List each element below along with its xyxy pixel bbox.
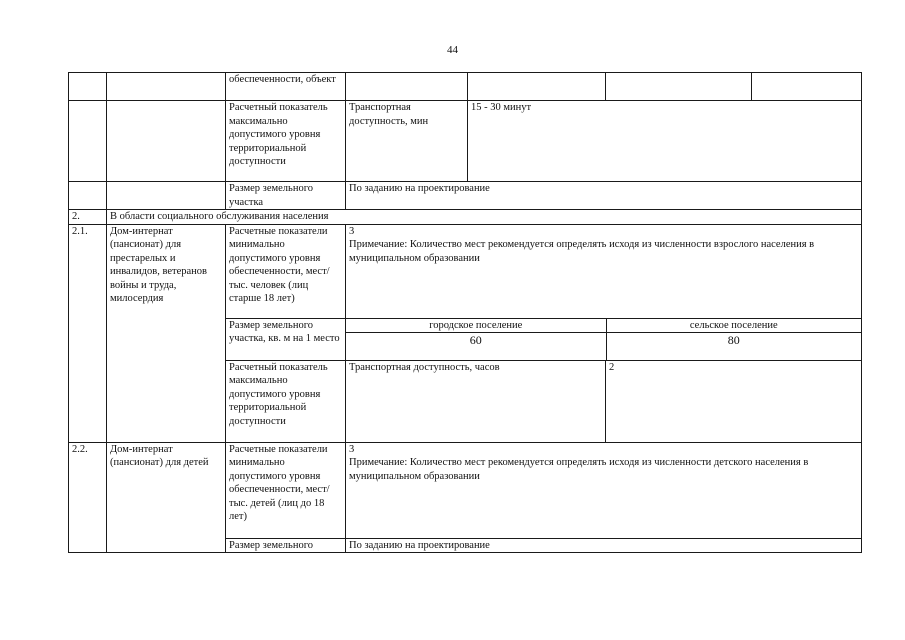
norm-note: Примечание: Количество мест рекомендуется определять исходя из численности взрослого населения в муниципальном образовании xyxy=(349,239,815,264)
cell-indicator: Размер земельного участка, кв. м на 1 место xyxy=(226,318,346,360)
cell-param: Транспортная доступность, часов xyxy=(346,360,606,442)
cell-indicator: Расчетные показатели минимально допустимого уровня обеспеченности, мест/ тыс. человек (лиц старше 18 лет) xyxy=(226,224,346,318)
cell-name xyxy=(107,101,226,182)
cell-num xyxy=(69,101,107,182)
cell-value: 15 - 30 минут xyxy=(468,101,862,182)
cell-name: Дом-интернат (пансионат) для детей xyxy=(107,442,226,553)
cell-num: 2.1. xyxy=(69,224,107,442)
cell-name xyxy=(107,182,226,210)
cell-norm xyxy=(346,224,862,318)
zem-split-table xyxy=(346,319,861,360)
norm-value: 3 xyxy=(349,443,355,455)
cell-empty xyxy=(346,73,468,101)
cell-empty xyxy=(606,73,752,101)
cell-indicator: Расчетный показатель максимально допустимого уровня территориальной доступности xyxy=(226,101,346,182)
norm-value: 3 xyxy=(349,225,355,237)
value-rural: 80 xyxy=(727,333,740,347)
section-title: В области социального обслуживания населения xyxy=(107,210,862,225)
page-number: 44 xyxy=(447,44,458,56)
cell-num xyxy=(69,73,107,101)
cell-value: По заданию на проектирование xyxy=(346,182,862,210)
table-row-item21-norm xyxy=(69,224,862,318)
cell-indicator: Размер земельного участка xyxy=(226,182,346,210)
cell-indicator: Расчетный показатель максимально допустимого уровня территориальной доступности xyxy=(226,360,346,442)
cell-indicator: Размер земельного xyxy=(226,538,346,553)
header-urban: городское поселение xyxy=(346,319,606,333)
cell-empty xyxy=(468,73,606,101)
cell-num: 2. xyxy=(69,210,107,225)
cell-empty xyxy=(752,73,862,101)
cell-value: 2 xyxy=(606,360,862,442)
cell-indicator: обеспеченности, объект xyxy=(226,73,346,101)
table-row-cont-zem xyxy=(69,182,862,210)
cell-param: Транспортная доступность, мин xyxy=(346,101,468,182)
cell-name xyxy=(107,73,226,101)
cell-indicator: Расчетные показатели минимально допустимого уровня обеспеченности, мест/ тыс. детей (лиц до 18 лет) xyxy=(226,442,346,538)
norm-note: Примечание: Количество мест рекомендуется определять исходя из численности детского населения в муниципальном образовании xyxy=(349,457,809,482)
cell-zem-split xyxy=(346,318,862,360)
table-row-section xyxy=(69,210,862,225)
header-rural: сельское поселение xyxy=(606,319,861,333)
cell-name: Дом-интернат (пансионат) для престарелых и инвалидов, ветеранов войны и труда, милосердия xyxy=(107,224,226,442)
norms-table xyxy=(68,72,862,553)
cell-value: По заданию на проектирование xyxy=(346,538,862,553)
cell-norm xyxy=(346,442,862,538)
cell-num: 2.2. xyxy=(69,442,107,553)
table-row-item22-norm xyxy=(69,442,862,538)
table-row-cont-dostup xyxy=(69,101,862,182)
table-row-cont-header xyxy=(69,73,862,101)
value-urban: 60 xyxy=(346,333,606,360)
cell-num xyxy=(69,182,107,210)
